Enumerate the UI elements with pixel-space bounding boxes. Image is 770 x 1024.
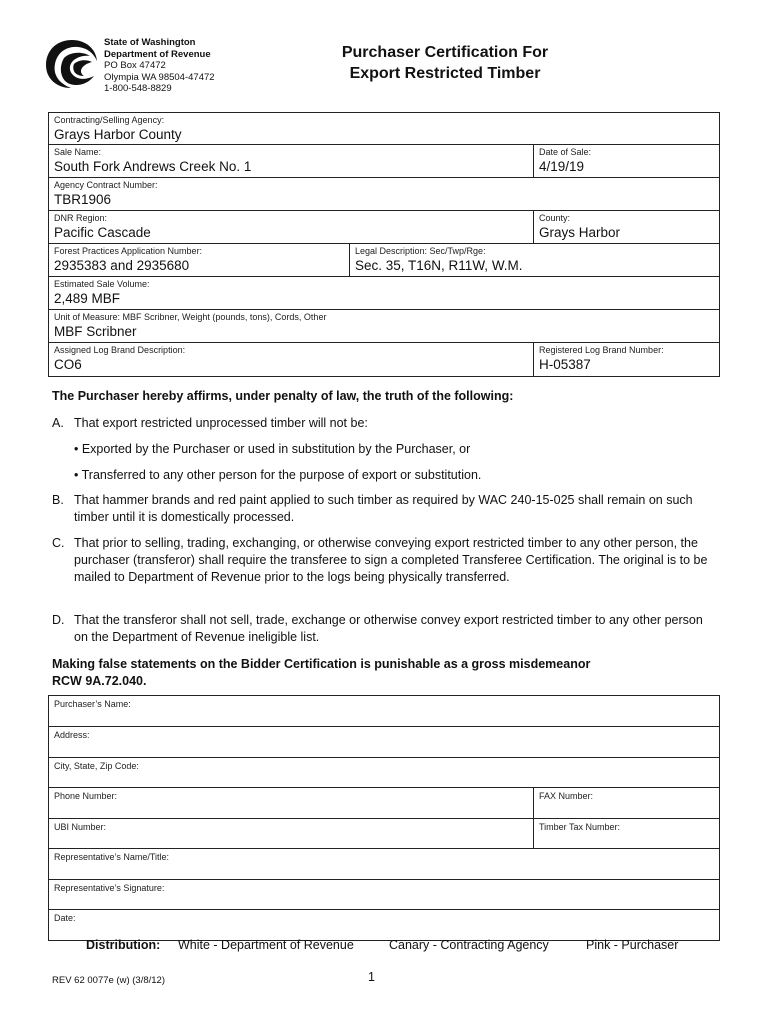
field-value: Sec. 35, T16N, R11W, W.M. [355,258,523,273]
date-of-sale-field[interactable] [533,145,719,177]
clause-a-bullet-1: • Exported by the Purchaser or used in substitution by the Purchaser, or [74,442,471,456]
field-label: Representative’s Signature: [54,882,165,893]
agency-po-box: PO Box 47472 [104,60,166,71]
representative-name-field[interactable] [49,849,719,879]
distribution-canary: Canary - Contracting Agency [389,938,549,952]
field-value: 2935383 and 2935680 [54,258,190,273]
field-value: H-05387 [539,357,591,372]
sale-info-table [48,112,720,377]
field-label: Timber Tax Number: [539,821,621,832]
page-title [290,42,600,84]
representative-signature-field[interactable] [49,880,719,910]
agency-city: Olympia WA 98504-47472 [104,71,215,83]
field-label: Representative’s Name/Title: [54,852,170,862]
clause-letter: C. [52,536,65,550]
field-label: Unit of Measure: MBF Scribner, Weight (pounds, tons), Cords, Other [54,312,327,322]
agency-contract-number-field[interactable] [49,178,719,210]
page-number: 1 [368,970,375,984]
legal-description-field[interactable] [349,244,719,276]
log-brand-description-field[interactable] [49,343,533,376]
field-value: 4/19/19 [539,159,585,174]
field-label: City, State, Zip Code: [54,760,139,771]
field-label: Assigned Log Brand Description: [54,345,186,355]
field-label: FAX Number: [539,791,594,801]
county-field[interactable] [533,211,719,243]
clause-d [52,612,716,646]
field-value: CO6 [54,357,82,372]
field-label: UBI Number: [54,821,107,832]
clause-a [52,415,716,432]
field-label: Contracting/Selling Agency: [54,115,165,125]
title-line-1: Purchaser Certification For [341,44,549,61]
field-label: Agency Contract Number: [54,180,158,190]
contracting-agency-field[interactable] [49,113,719,144]
field-label: Phone Number: [54,791,118,801]
agency-phone: 1-800-548-8829 [104,83,172,94]
field-value: Grays Harbor County [54,127,182,142]
clause-text: That export restricted unprocessed timber will not be: [74,416,368,430]
field-label: Forest Practices Application Number: [54,246,203,256]
agency-state: State of Washington [104,37,196,48]
distribution-label: Distribution: [86,938,161,952]
clause-a-bullet-2: • Transferred to any other person for the purpose of export or substitution. [74,468,482,482]
agency-department: Department of Revenue [104,48,211,60]
field-value: TBR1906 [54,192,112,207]
field-value: Pacific Cascade [54,225,151,240]
phone-number-field[interactable] [49,788,533,818]
agency-address [104,37,215,95]
form-number: REV 62 0077e (w) (3/8/12) [52,975,166,986]
clause-letter: D. [52,613,65,627]
field-label: Purchaser’s Name: [54,699,131,709]
ubi-number-field[interactable] [49,819,533,849]
distribution-white: White - Department of Revenue [178,938,354,952]
field-label: Date: [54,913,76,923]
log-brand-number-field[interactable] [533,343,719,376]
clause-text: That prior to selling, trading, exchanging, or otherwise conveying export restricted timber to any other person, the purchaser (transferor) shall require the transferee to sign a completed Transferee Certification. The original is to be mailed to Department of Revenue prior to the logs being physically transferred. [74,536,708,584]
field-value: 2,489 MBF [54,291,121,306]
field-label: Estimated Sale Volume: [54,279,150,289]
unit-of-measure-field[interactable] [49,310,719,342]
purchaser-name-field[interactable] [49,696,719,726]
field-label: Sale Name: [54,147,102,157]
affirmation-heading: The Purchaser hereby affirms, under penalty of law, the truth of the following: [52,389,514,403]
field-value: Grays Harbor [539,225,621,240]
field-label: Registered Log Brand Number: [539,345,664,355]
field-value: MBF Scribner [54,324,137,339]
clause-b [52,492,716,526]
warning-line-1: Making false statements on the Bidder Certification is punishable as a gross misdemeanor [52,657,591,671]
fpa-number-field[interactable] [49,244,349,276]
field-label: Date of Sale: [539,147,592,157]
clause-letter: A. [52,416,64,430]
field-label: DNR Region: [54,213,108,223]
field-value: South Fork Andrews Creek No. 1 [54,159,252,174]
warning-line-2: RCW 9A.72.040. [52,674,147,688]
timber-tax-number-field[interactable] [533,819,719,849]
city-state-zip-field[interactable] [49,758,719,788]
misdemeanor-warning [52,656,712,690]
estimated-volume-field[interactable] [49,277,719,309]
clause-letter: B. [52,493,64,507]
fax-number-field[interactable] [533,788,719,818]
title-line-2: Export Restricted Timber [349,65,541,82]
purchaser-info-table [48,695,720,941]
date-field[interactable] [49,910,719,940]
dnr-region-field[interactable] [49,211,533,243]
dor-logo-icon [44,38,100,90]
sale-name-field[interactable] [49,145,533,177]
distribution-pink: Pink - Purchaser [586,938,679,952]
clause-text: That the transferor shall not sell, trade, exchange or otherwise convey export restricted timber to any other person on the Department of Revenue ineligible list. [74,613,703,644]
clause-c [52,535,716,586]
clause-text: That hammer brands and red paint applied to such timber as required by WAC 240-15-025 shall remain on such timber until it is domestically processed. [74,493,693,524]
address-field[interactable] [49,727,719,757]
field-label: Legal Description: Sec/Twp/Rge: [355,246,486,256]
field-label: Address: [54,730,90,740]
field-label: County: [539,213,571,223]
